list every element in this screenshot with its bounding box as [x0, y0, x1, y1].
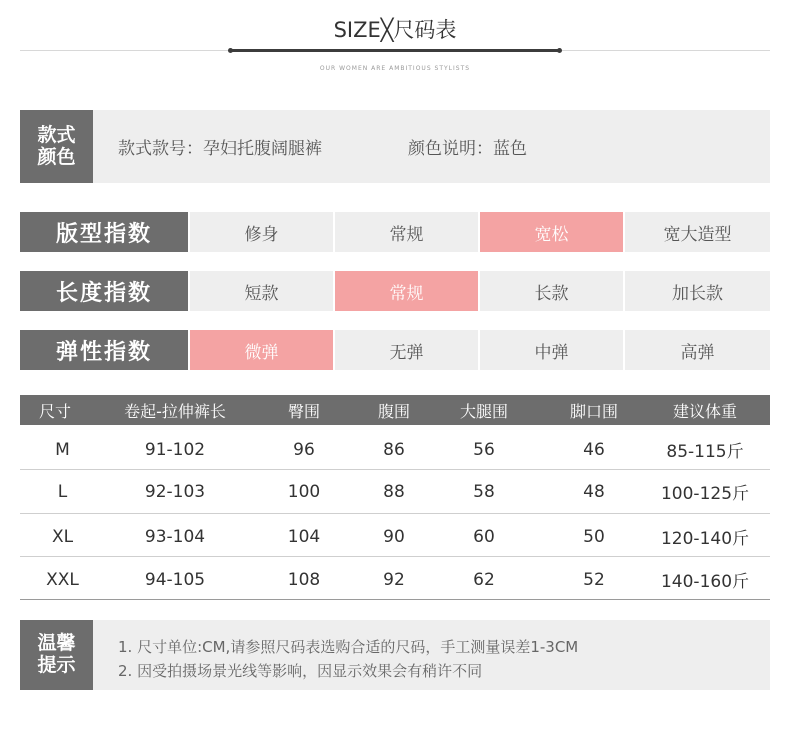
page-title: SIZE╳尺码表 [333, 18, 457, 42]
page-subtitle: OUR WOMEN ARE AMBITIOUS STYLISTS [319, 65, 471, 72]
cell-weight: 85-115斤 [666, 442, 744, 462]
cell-hem: 50 [583, 526, 605, 547]
header-accent-line [230, 49, 560, 52]
cell-length: 91-102 [144, 439, 206, 460]
cell-weight: 140-160斤 [660, 572, 750, 592]
style-number-text: 款式款号：孕妇托腹阔腿裤 [118, 139, 322, 159]
cell-hip: 96 [293, 439, 315, 460]
length-option-long: 长款 [480, 271, 623, 311]
cell-size: L [57, 481, 68, 502]
fit-option-regular: 常规 [335, 212, 478, 252]
cell-length: 93-104 [144, 526, 206, 547]
cell-hip: 104 [287, 526, 321, 547]
length-option-extra-long: 加长款 [625, 271, 770, 311]
tips-tag-text: 温馨提示 [37, 632, 76, 676]
length-index-label: 长度指数 [20, 271, 188, 311]
cell-hip: 108 [287, 569, 321, 590]
fit-option-oversized: 宽大造型 [625, 212, 770, 252]
length-option-regular: 常规 [335, 271, 478, 311]
elasticity-option-high: 高弹 [625, 330, 770, 370]
cell-hem: 46 [583, 439, 605, 460]
table-bottom-border [20, 599, 770, 600]
cell-length: 94-105 [144, 569, 206, 590]
cell-thigh: 60 [473, 526, 495, 547]
header-dot-left [228, 48, 233, 53]
elasticity-option-none: 无弹 [335, 330, 478, 370]
cell-size: M [55, 439, 70, 460]
cell-weight: 100-125斤 [660, 484, 750, 504]
column-header-belly: 腹围 [377, 401, 410, 421]
elasticity-option-slight: 微弹 [190, 330, 333, 370]
fit-index-label: 版型指数 [20, 212, 188, 252]
length-option-short: 短款 [190, 271, 333, 311]
tip-line-2: 2. 因受拍摄场景光线等影响，因显示效果会有稍许不同 [118, 662, 483, 680]
column-header-hem: 脚口围 [569, 401, 618, 421]
fit-option-slim: 修身 [190, 212, 333, 252]
column-header-size: 尺寸 [38, 401, 71, 421]
cell-thigh: 56 [473, 439, 495, 460]
style-color-tag-text: 款式颜色 [37, 123, 76, 168]
cell-size: XL [51, 526, 74, 547]
cell-weight: 120-140斤 [660, 529, 750, 549]
column-header-weight: 建议体重 [672, 401, 737, 421]
cell-length: 92-103 [144, 481, 206, 502]
cell-belly: 86 [383, 439, 405, 460]
row-divider [20, 556, 770, 557]
cell-belly: 88 [383, 481, 405, 502]
elasticity-option-medium: 中弹 [480, 330, 623, 370]
cell-size: XXL [46, 569, 79, 590]
color-description-text: 颜色说明：蓝色 [408, 139, 527, 159]
tip-line-1: 1. 尺寸单位:CM,请参照尺码表选购合适的尺码，手工测量误差1-3CM [118, 638, 579, 656]
style-color-tag [20, 110, 93, 183]
tips-tag [20, 620, 93, 690]
header-dot-right [557, 48, 562, 53]
column-header-thigh: 大腿围 [459, 401, 508, 421]
column-header-hip: 臀围 [287, 401, 320, 421]
cell-hip: 100 [287, 481, 321, 502]
cell-thigh: 58 [473, 481, 495, 502]
elasticity-index-label: 弹性指数 [20, 330, 188, 370]
fit-option-loose: 宽松 [480, 212, 623, 252]
column-header-length: 卷起-拉伸裤长 [124, 401, 226, 421]
cell-belly: 90 [383, 526, 405, 547]
cell-thigh: 62 [473, 569, 495, 590]
cell-hem: 52 [583, 569, 605, 590]
row-divider [20, 513, 770, 514]
cell-belly: 92 [383, 569, 405, 590]
cell-hem: 48 [583, 481, 605, 502]
